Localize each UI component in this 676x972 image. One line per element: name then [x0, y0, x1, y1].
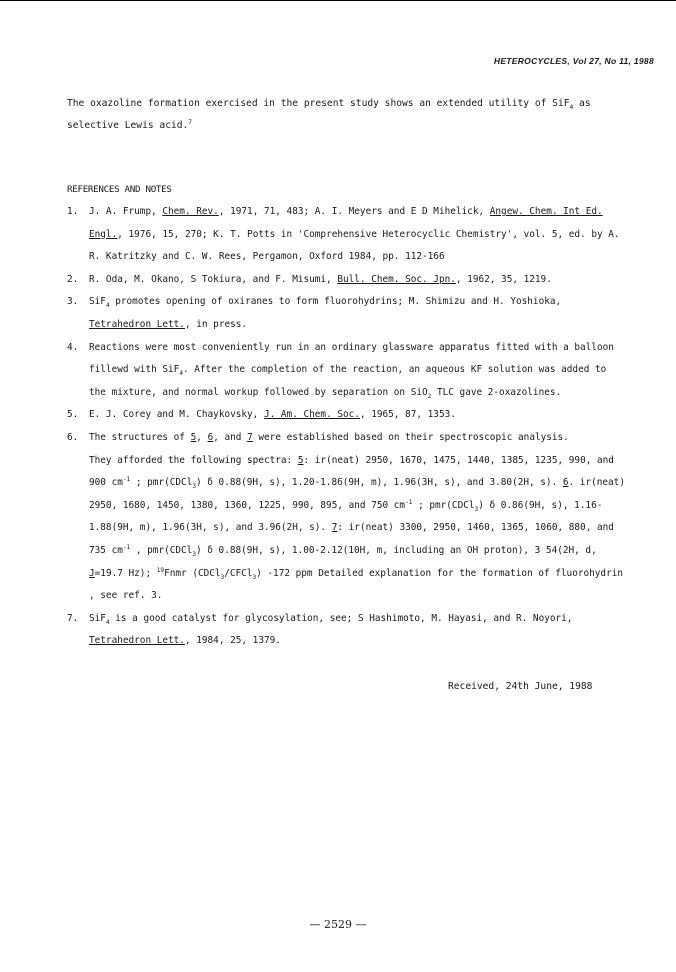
reference-4: 4. Reactions were most conveniently run in an ordinary glassware apparatus fitted with a balloon fillewd with SiF$_4$. After the completion of the reaction, an aqueous KF solution was added to the mixture, and normal workup followed by separation on SiO$_2$ TLC gave 2-oxazolines. [67, 341, 614, 400]
references-heading: REFERENCES AND NOTES [67, 184, 172, 195]
page-number: — 2529 — [309, 918, 367, 931]
received-date: Received, 24th June, 1988 [448, 681, 593, 692]
body-paragraph: The oxazoline formation exercised in the present study shows an extended utility of SiF$_4$ as selective Lewis acid.$^7$ [67, 98, 591, 131]
reference-7: 7. SiF$_4$ is a good catalyst for glycosylation, see; S Hashimoto, M. Hayasi, and R. Noyori, Tetrahedron Lett., 1984, 25, 1379. [67, 612, 573, 647]
reference-6: 6. The structures of 5, 6, and 7 were established based on their spectroscopic analysis. They afforded the following spectra: 5: ir(neat) 2950, 1670, 1475, 1440, 1385, 1235, 990, and 900 $cm^{-1}$ ; pmr(CDCl$_3$) δ 0.88(9H, s), 1.20-1.86(9H, m), 1.96(3H, s), and 3.80(2H, s). 6. ir(neat) 2950, 1680, 1450, 1380, 1360, 1225, 990, 895, and 750 $cm^{-1}$ ; pmr(CDCl$_3$) δ 0.86(9H, s), 1.16-1.88(9H, m), 1.96(3H, s), and 3.96(2H, s). 7: ir(neat) 3300, 2950, 1460, 1365, 1060, 880, and 735 $cm^{-1}$ , pmr(CDCl$_3$) δ 0.88(9H, s), 1.00-2.12(10H, m, including an OH proton), 3 54(2H, d, J=19.7 Hz); $^{19}$Fnmr (CDCl$_3$/CFCl$_3$) -172 ppm Detailed explanation for the formation of fluorohydrin , see ref. 3. [67, 431, 625, 602]
reference-3: 3. SiF$_4$ promotes opening of oxiranes to form fluorohydrins; M. Shimizu and H. Yoshioka, Tetrahedron Lett., in press. [67, 296, 562, 330]
reference-list [67, 201, 627, 653]
reference-5: 5. E. J. Corey and M. Chaykovsky, J. Am. Chem. Soc., 1965, 87, 1353. [67, 409, 456, 421]
reference-1: 1. J. A. Frump, Chem. Rev., 1971, 71, 483; A. I. Meyers and E D Mihelick, Angew. Chem. Int Ed. Engl., 1976, 15, 270; K. T. Potts in 'Comprehensive Heterocyclic Chemistry', vol. 5, ed. by A. R. Katritzky and C. W. Rees, Pergamon, Oxford 1984, pp. 112-166 [67, 206, 620, 263]
running-header: HETEROCYCLES, Vol 27, No 11, 1988 [493, 56, 654, 66]
reference-2: 2. R. Oda, M. Okano, S Tokiura, and F. Misumi, Bull. Chem. Soc. Jpn., 1962, 35, 1219. [67, 273, 552, 285]
top-rule [0, 0, 676, 1]
